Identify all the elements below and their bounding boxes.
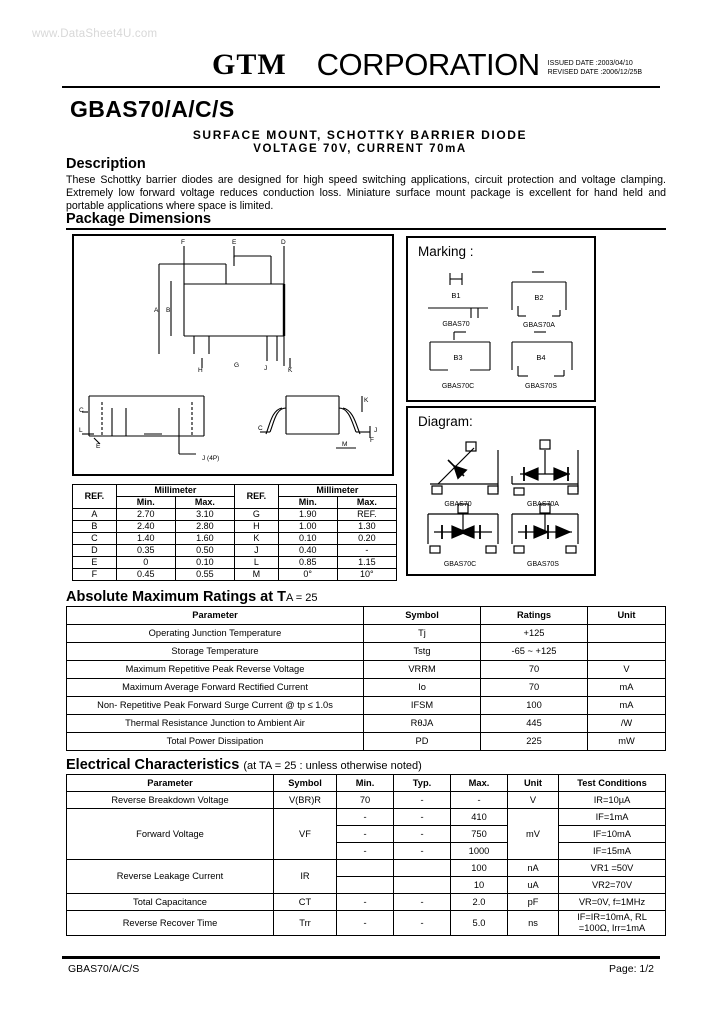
dim-ref: H: [234, 521, 278, 533]
svg-text:C: C: [258, 425, 263, 432]
amr-symbol: IFSM: [364, 697, 481, 715]
marking-code-3: B4: [536, 353, 546, 362]
svg-text:B: B: [166, 307, 171, 314]
marking-code-2: B3: [453, 353, 463, 362]
amr-parameter: Maximum Repetitive Peak Reverse Voltage: [67, 661, 364, 679]
svg-text:C: C: [79, 407, 84, 414]
amr-rating: +125: [481, 625, 588, 643]
ec-condition: IF=10mA: [559, 826, 666, 843]
table-row: [73, 533, 397, 545]
amr-header-ratings: Ratings: [481, 607, 588, 625]
abs-max-heading: [66, 589, 317, 605]
table-row: [67, 715, 666, 733]
table-row: [67, 860, 666, 877]
ec-symbol: VF: [274, 809, 337, 860]
ec-max: 2.0: [451, 894, 508, 911]
table-row: [73, 545, 397, 557]
ec-typ: -: [394, 792, 451, 809]
dim-ref: K: [234, 533, 278, 545]
table-row: [67, 809, 666, 826]
svg-text:E: E: [232, 239, 237, 246]
svg-text:J: J: [264, 365, 268, 372]
footer-page-number: Page: 1/2: [609, 963, 654, 975]
diagram-part-0: GBAS70: [444, 501, 472, 508]
dim-max: REF.: [337, 509, 396, 521]
ec-condition: VR=0V, f=1MHz: [559, 894, 666, 911]
table-row: [67, 679, 666, 697]
ec-parameter: Reverse Breakdown Voltage: [67, 792, 274, 809]
ec-condition: VR1 =50V: [559, 860, 666, 877]
dim-min-header-left: Min.: [116, 497, 175, 509]
ec-max: -: [451, 792, 508, 809]
ec-unit: mV: [508, 809, 559, 860]
ec-symbol: V(BR)R: [274, 792, 337, 809]
dim-ref: A: [73, 509, 117, 521]
ec-min: -: [337, 809, 394, 826]
table-row: [67, 661, 666, 679]
ec-min: -: [337, 826, 394, 843]
svg-text:D: D: [281, 239, 286, 246]
ec-condition: VR2=70V: [559, 877, 666, 894]
header-divider: [62, 86, 660, 88]
ec-max: 10: [451, 877, 508, 894]
diagram-part-1: GBAS70A: [527, 501, 559, 508]
page-title: GBAS70/A/C/S: [70, 96, 235, 122]
table-row: [73, 521, 397, 533]
subtitle-ratings: VOLTAGE 70V, CURRENT 70mA: [253, 143, 467, 155]
package-drawing-box: [72, 234, 394, 476]
ec-max: 1000: [451, 843, 508, 860]
dim-ref: G: [234, 509, 278, 521]
svg-text:J (4P): J (4P): [202, 455, 220, 462]
dim-max: 1.30: [337, 521, 396, 533]
svg-text:E: E: [96, 443, 101, 450]
amr-parameter: Thermal Resistance Junction to Ambient Air: [67, 715, 364, 733]
company-corporation-text: CORPORATION: [316, 47, 540, 82]
diagram-box: [406, 406, 596, 576]
dim-mm-header-right: Millimeter: [278, 485, 396, 497]
electrical-characteristics-table: [66, 774, 666, 936]
ec-condition: IF=1mA: [559, 809, 666, 826]
svg-text:M: M: [342, 441, 348, 448]
document-header: [62, 42, 662, 84]
svg-text:K: K: [364, 397, 369, 404]
package-drawing-svg: [74, 236, 392, 474]
dim-ref: L: [234, 557, 278, 569]
dim-max: 0.50: [175, 545, 234, 557]
marking-part-2: GBAS70C: [441, 383, 475, 390]
footer-divider: [62, 956, 660, 959]
watermark: www.DataSheet4U.com: [32, 28, 158, 40]
amr-symbol: RθJA: [364, 715, 481, 733]
dim-min: 0°: [278, 569, 337, 581]
table-header-row: [73, 485, 397, 497]
abs-max-heading-text: Absolute Maximum Ratings at T: [66, 589, 286, 605]
ec-typ: [394, 860, 451, 877]
package-dimensions-heading: Package Dimensions: [66, 211, 212, 227]
ec-typ: -: [394, 894, 451, 911]
marking-code-0: B1: [451, 291, 461, 300]
absolute-maximum-ratings-table: [66, 606, 666, 751]
svg-text:F: F: [181, 239, 185, 246]
ec-typ: -: [394, 911, 451, 936]
dim-min: 0: [116, 557, 175, 569]
dim-max: 0.20: [337, 533, 396, 545]
amr-rating: 225: [481, 733, 588, 751]
diagram-svg: [408, 436, 594, 572]
marking-title: Marking :: [418, 244, 474, 259]
ec-typ: -: [394, 809, 451, 826]
ec-condition: IF=15mA: [559, 843, 666, 860]
ec-min: -: [337, 894, 394, 911]
ec-unit: nA: [508, 860, 559, 877]
company-logo: GTM: [212, 48, 287, 81]
marking-part-3: GBAS70S: [525, 383, 557, 390]
diagram-title: Diagram:: [418, 414, 473, 429]
ec-header-unit: Unit: [508, 775, 559, 792]
diagram-part-2: GBAS70C: [443, 561, 477, 568]
ec-min: [337, 860, 394, 877]
ec-symbol: IR: [274, 860, 337, 894]
ec-max: 750: [451, 826, 508, 843]
dim-ref: E: [73, 557, 117, 569]
ec-condition: IF=IR=10mA, RL =100Ω, Irr=1mA: [559, 911, 666, 936]
dim-ref: F: [73, 569, 117, 581]
ec-symbol: Trr: [274, 911, 337, 936]
amr-unit: [588, 643, 666, 661]
description-body: These Schottky barrier diodes are designed for high speed switching applications, circuit protection and voltage clamping. Extremely low forward voltage reduces conduction loss. Miniature surface mount package is excellent for hand held and portable applications where space is limited.: [66, 174, 666, 213]
table-row: [73, 557, 397, 569]
marking-part-1: GBAS70A: [523, 322, 555, 329]
table-row: [67, 625, 666, 643]
amr-parameter: Non- Repetitive Peak Forward Surge Current @ tp ≤ 1.0s: [67, 697, 364, 715]
dim-ref: D: [73, 545, 117, 557]
amr-unit: mA: [588, 697, 666, 715]
svg-text:A: A: [154, 307, 159, 314]
amr-rating: 445: [481, 715, 588, 733]
ec-min: [337, 877, 394, 894]
dim-min: 1.90: [278, 509, 337, 521]
footer-part-number: GBAS70/A/C/S: [68, 963, 140, 975]
ec-typ: -: [394, 826, 451, 843]
table-row: [67, 733, 666, 751]
subtitle-type: SURFACE MOUNT, SCHOTTKY BARRIER DIODE: [192, 128, 528, 142]
table-row: [67, 911, 666, 936]
dim-max-header-right: Max.: [337, 497, 396, 509]
ec-header-conditions: Test Conditions: [559, 775, 666, 792]
svg-text:J: J: [374, 427, 378, 434]
ec-unit: pF: [508, 894, 559, 911]
ec-max: 5.0: [451, 911, 508, 936]
dimension-table: [72, 484, 397, 581]
issued-date: ISSUED DATE :2003/04/10: [547, 60, 633, 67]
svg-text:H: H: [198, 367, 203, 374]
amr-parameter: Storage Temperature: [67, 643, 364, 661]
table-row: [67, 643, 666, 661]
ec-max: 100: [451, 860, 508, 877]
table-row: [67, 894, 666, 911]
ec-unit: ns: [508, 911, 559, 936]
marking-box: [406, 236, 596, 402]
amr-symbol: PD: [364, 733, 481, 751]
ec-max: 410: [451, 809, 508, 826]
dim-min-header-right: Min.: [278, 497, 337, 509]
table-row: [67, 697, 666, 715]
dim-min: 0.85: [278, 557, 337, 569]
document-dates: [548, 59, 642, 80]
amr-rating: 70: [481, 679, 588, 697]
revised-date: REVISED DATE :2006/12/25B: [547, 69, 643, 76]
ec-min: -: [337, 911, 394, 936]
amr-rating: 70: [481, 661, 588, 679]
dim-ref: M: [234, 569, 278, 581]
table-header-row: [67, 775, 666, 792]
amr-header-parameter: Parameter: [67, 607, 364, 625]
description-heading: Description: [66, 156, 146, 172]
ec-typ: -: [394, 843, 451, 860]
ec-parameter: Reverse Recover Time: [67, 911, 274, 936]
dim-max: -: [337, 545, 396, 557]
ec-parameter: Total Capacitance: [67, 894, 274, 911]
svg-text:F: F: [370, 437, 374, 444]
amr-symbol: Tstg: [364, 643, 481, 661]
dim-ref-header-left: REF.: [73, 485, 117, 509]
electrical-heading: [66, 757, 422, 773]
amr-symbol: Io: [364, 679, 481, 697]
dim-mm-header-left: Millimeter: [116, 485, 234, 497]
amr-unit: mW: [588, 733, 666, 751]
amr-unit: /W: [588, 715, 666, 733]
dim-min: 2.40: [116, 521, 175, 533]
amr-rating: 100: [481, 697, 588, 715]
dim-min: 0.10: [278, 533, 337, 545]
dim-ref: J: [234, 545, 278, 557]
amr-parameter: Operating Junction Temperature: [67, 625, 364, 643]
amr-header-symbol: Symbol: [364, 607, 481, 625]
svg-text:K: K: [288, 367, 293, 374]
ec-unit: V: [508, 792, 559, 809]
amr-unit: V: [588, 661, 666, 679]
ec-symbol: CT: [274, 894, 337, 911]
dim-ref-header-right: REF.: [234, 485, 278, 509]
dim-min: 0.40: [278, 545, 337, 557]
dim-min: 2.70: [116, 509, 175, 521]
ec-condition: IR=10µA: [559, 792, 666, 809]
dim-max: 1.60: [175, 533, 234, 545]
diagram-part-3: GBAS70S: [527, 561, 559, 568]
table-row: [73, 509, 397, 521]
svg-text:G: G: [234, 362, 240, 369]
dim-ref: C: [73, 533, 117, 545]
marking-code-1: B2: [534, 293, 544, 302]
ec-min: 70: [337, 792, 394, 809]
amr-unit: [588, 625, 666, 643]
dim-max: 0.55: [175, 569, 234, 581]
package-dimensions-divider: [66, 228, 666, 230]
amr-symbol: VRRM: [364, 661, 481, 679]
ec-header-parameter: Parameter: [67, 775, 274, 792]
dim-ref: B: [73, 521, 117, 533]
ec-min: -: [337, 843, 394, 860]
dim-max: 3.10: [175, 509, 234, 521]
dim-min: 0.35: [116, 545, 175, 557]
table-header-row: [67, 607, 666, 625]
dim-min: 1.00: [278, 521, 337, 533]
dim-max: 0.10: [175, 557, 234, 569]
ec-header-typ: Typ.: [394, 775, 451, 792]
ec-unit: uA: [508, 877, 559, 894]
marking-part-0: GBAS70: [442, 321, 470, 328]
ec-parameter: Reverse Leakage Current: [67, 860, 274, 894]
table-row: [67, 792, 666, 809]
dim-min: 1.40: [116, 533, 175, 545]
amr-header-unit: Unit: [588, 607, 666, 625]
amr-rating: -65 ~ +125: [481, 643, 588, 661]
ec-header-max: Max.: [451, 775, 508, 792]
electrical-heading-sub: (at TA = 25 : unless otherwise noted): [243, 760, 422, 772]
abs-max-heading-sub: A = 25: [285, 592, 318, 604]
dim-max: 1.15: [337, 557, 396, 569]
table-row: [73, 569, 397, 581]
ec-parameter: Forward Voltage: [67, 809, 274, 860]
marking-svg: [408, 268, 594, 398]
dim-max: 2.80: [175, 521, 234, 533]
dim-min: 0.45: [116, 569, 175, 581]
ec-typ: [394, 877, 451, 894]
amr-symbol: Tj: [364, 625, 481, 643]
ec-header-min: Min.: [337, 775, 394, 792]
amr-unit: mA: [588, 679, 666, 697]
dim-max-header-left: Max.: [175, 497, 234, 509]
svg-text:L: L: [79, 427, 83, 434]
amr-parameter: Maximum Average Forward Rectified Current: [67, 679, 364, 697]
dim-max: 10°: [337, 569, 396, 581]
ec-header-symbol: Symbol: [274, 775, 337, 792]
amr-parameter: Total Power Dissipation: [67, 733, 364, 751]
electrical-heading-text: Electrical Characteristics: [66, 757, 240, 773]
